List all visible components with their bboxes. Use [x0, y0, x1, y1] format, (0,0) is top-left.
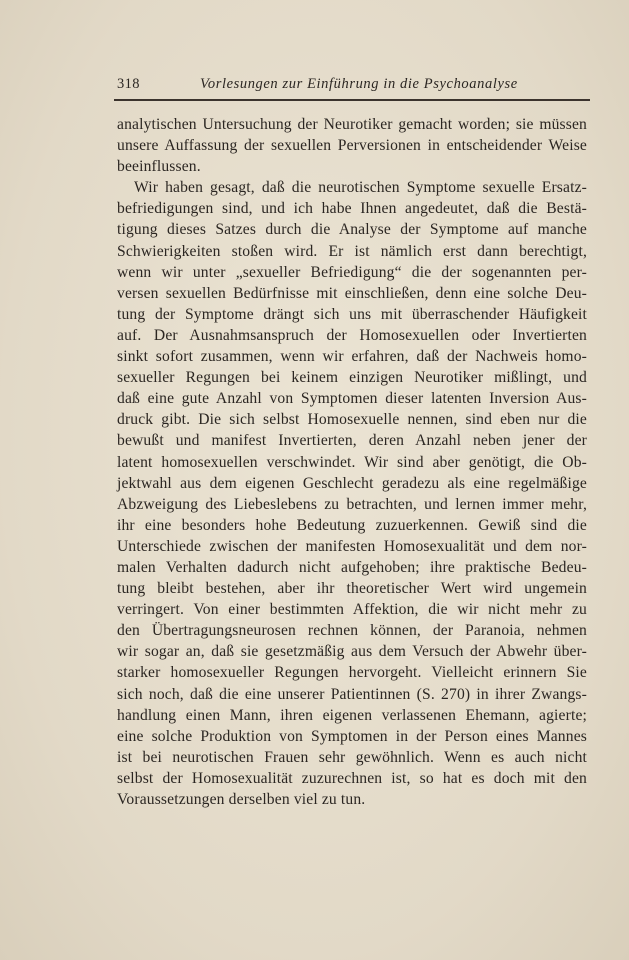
page-number: 318 [117, 76, 140, 92]
text-line: selbst der Homosexualität zuzurechnen ist, so hat es doch mit den [117, 769, 587, 787]
text-line: latent homosexuellen verschwindet. Wir sind aber genötigt, die Ob- [117, 453, 587, 471]
text-line: daß eine gute Anzahl von Symptomen dieser latenten Inversion Aus- [117, 390, 587, 408]
text-line: wir sogar an, daß sie gesetzmäßig aus dem Versuch der Abwehr über- [117, 643, 587, 661]
text-line: malen Verhalten dadurch nicht aufgehoben; ihre praktische Bedeu- [117, 558, 587, 576]
text-line: jektwahl aus dem eigenen Geschlecht geradezu als eine regelmäßige [117, 474, 587, 492]
text-line: tung der Symptome drängt sich uns mit überraschender Häufigkeit [117, 305, 587, 323]
text-line: beeinflussen. [117, 158, 201, 176]
header-rule [114, 99, 590, 101]
running-head [117, 76, 587, 96]
text-line: sich noch, daß die eine unserer Patientinnen (S. 270) in ihrer Zwangs- [117, 685, 587, 703]
text-line: tigung dieses Satzes durch die Analyse der Symptome auf manche [117, 221, 587, 239]
text-line: unsere Auffassung der sexuellen Perversionen in entscheidender Weise [117, 137, 587, 155]
text-line: sexueller Regungen bei keinem einzigen Neurotiker mißlingt, und [117, 369, 587, 387]
text-line: den Übertragungsneurosen rechnen können, der Paranoia, nehmen [117, 622, 587, 640]
text-line: verringert. Von einer bestimmten Affektion, die wir nicht mehr zu [117, 601, 587, 619]
text-line: ist bei neurotischen Frauen sehr gewöhnlich. Wenn es auch nicht [117, 748, 587, 766]
text-line: handlung einen Mann, ihren eigenen verlassenen Ehemann, agierte; [117, 706, 587, 724]
text-line: Abzweigung des Liebeslebens zu betrachten, und lernen immer mehr, [117, 495, 587, 513]
text-line: Schwierigkeiten stoßen wird. Er ist nämlich erst dann berechtigt, [117, 242, 587, 260]
text-line: Wir haben gesagt, daß die neurotischen Symptome sexuelle Ersatz- [134, 179, 587, 197]
text-line: befriedigungen sind, und ich habe Ihnen angedeutet, daß die Bestä- [117, 200, 587, 218]
text-line: eine solche Produktion von Symptomen in der Person eines Mannes [117, 727, 587, 745]
text-line: analytischen Untersuchung der Neurotiker gemacht worden; sie müssen [117, 116, 587, 133]
text-line: sinkt sofort zusammen, wenn wir erfahren, daß der Nachweis homo- [117, 348, 587, 366]
text-line: starker homosexueller Regungen hervorgeht. Vielleicht erinnern Sie [117, 664, 587, 682]
text-line: druck gibt. Die sich selbst Homosexuelle nennen, sind eben nur die [117, 411, 587, 429]
text-line: versen sexuellen Bedürfnisse mit einschließen, denn eine solche Deu- [117, 284, 587, 302]
text-line: auf. Der Ausnahmsanspruch der Homosexuellen oder Invertierten [117, 326, 587, 344]
body-text [117, 114, 587, 810]
running-title: Vorlesungen zur Einführung in die Psychoanalyse [200, 76, 518, 92]
text-line: Voraussetzungen derselben viel zu tun. [117, 791, 366, 808]
text-line: wenn wir unter „sexueller Befriedigung“ die der sogenannten per- [117, 263, 587, 281]
text-line: Unterschiede zwischen der manifesten Homosexualität und dem nor- [117, 537, 587, 555]
text-line: bewußt und manifest Invertierten, deren Anzahl neben jener der [117, 432, 587, 450]
text-line: tung bleibt bestehen, aber ihr theoretischer Wert wird ungemein [117, 580, 587, 598]
text-line: ihr eine besonders hohe Bedeutung zuzuerkennen. Gewiß sind die [117, 516, 587, 534]
